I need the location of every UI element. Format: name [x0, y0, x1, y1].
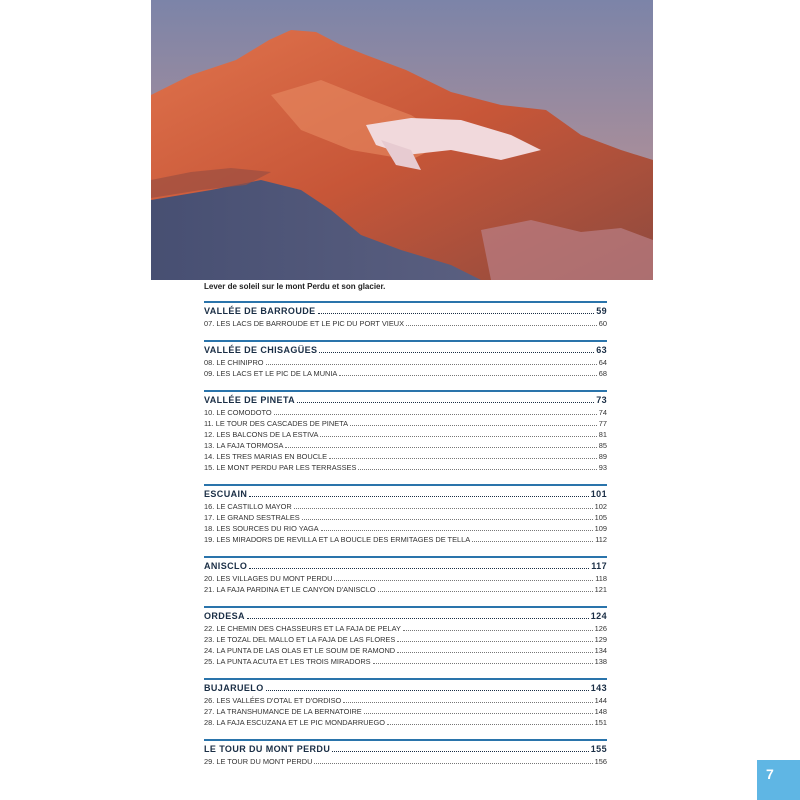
- toc-entry[interactable]: [204, 501, 607, 512]
- toc-entry[interactable]: [204, 756, 607, 767]
- toc-section: [204, 678, 607, 728]
- leader-dots: [406, 324, 597, 326]
- entry-title: 17. LE GRAND SESTRALES: [204, 513, 300, 522]
- leader-dots: [249, 567, 589, 569]
- entry-title: 24. LA PUNTA DE LAS OLAS ET LE SOUM DE RAMOND: [204, 646, 396, 655]
- toc-entry[interactable]: [204, 418, 607, 429]
- toc-entry[interactable]: [204, 717, 607, 728]
- toc-entry[interactable]: [204, 623, 607, 634]
- entry-title: 21. LA FAJA PARDINA ET LE CANYON D'ANISCLO: [204, 585, 376, 594]
- entry-title: 20. LES VILLAGES DU MONT PERDU: [204, 574, 333, 583]
- entry-page: 77: [598, 419, 607, 428]
- leader-dots: [294, 507, 593, 509]
- section-page: 63: [596, 345, 607, 355]
- toc-entry[interactable]: [204, 645, 607, 656]
- toc-entry[interactable]: [204, 706, 607, 717]
- entry-page: 85: [598, 441, 607, 450]
- section-heading[interactable]: [204, 682, 607, 695]
- toc-entry[interactable]: [204, 451, 607, 462]
- leader-dots: [314, 762, 592, 764]
- section-title: VALLÉE DE PINETA: [204, 395, 296, 405]
- section-page: 124: [590, 611, 607, 621]
- leader-dots: [364, 712, 593, 714]
- leader-dots: [387, 723, 593, 725]
- entry-title: 25. LA PUNTA ACUTA ET LES TROIS MIRADORS: [204, 657, 371, 666]
- entry-page: 118: [595, 574, 607, 583]
- entry-page: 64: [598, 358, 607, 367]
- toc-entry[interactable]: [204, 695, 607, 706]
- entry-page: 151: [594, 718, 607, 727]
- section-page: 143: [590, 683, 607, 693]
- leader-dots: [266, 689, 589, 691]
- section-title: ORDESA: [204, 611, 245, 621]
- section-page: 101: [590, 489, 607, 499]
- entry-page: 74: [598, 408, 607, 417]
- leader-dots: [285, 446, 596, 448]
- entry-page: 89: [598, 452, 607, 461]
- entry-page: 138: [594, 657, 607, 666]
- entry-title: 27. LA TRANSHUMANCE DE LA BERNATOIRE: [204, 707, 362, 716]
- toc-entry[interactable]: [204, 357, 607, 368]
- entry-title: 26. LES VALLÉES D'OTAL ET D'ORDISO: [204, 696, 342, 705]
- leader-dots: [339, 374, 596, 376]
- entry-title: 15. LE MONT PERDU PAR LES TERRASSES: [204, 463, 357, 472]
- entry-title: 29. LE TOUR DU MONT PERDU: [204, 757, 313, 766]
- toc-entry[interactable]: [204, 534, 607, 545]
- section-page: 117: [591, 561, 607, 571]
- leader-dots: [247, 617, 589, 619]
- leader-dots: [321, 529, 593, 531]
- section-heading[interactable]: [204, 610, 607, 623]
- section-heading[interactable]: [204, 743, 607, 756]
- entry-title: 12. LES BALCONS DE LA ESTIVA: [204, 430, 319, 439]
- book-page: [151, 0, 774, 800]
- section-page: 73: [596, 395, 607, 405]
- toc-entry[interactable]: [204, 512, 607, 523]
- entry-title: 23. LE TOZAL DEL MALLO ET LA FAJA DE LAS FLORES: [204, 635, 396, 644]
- entry-title: 07. LES LACS DE BARROUDE ET LE PIC DU PORT VIEUX: [204, 319, 405, 328]
- toc-entry[interactable]: [204, 656, 607, 667]
- section-title: VALLÉE DE BARROUDE: [204, 306, 316, 316]
- toc-section: [204, 739, 607, 767]
- section-page: 59: [596, 306, 607, 316]
- page-number: 7: [757, 760, 800, 800]
- entry-title: 18. LES SOURCES DU RIO YAGA: [204, 524, 319, 533]
- mountain-photo: [151, 0, 653, 280]
- entry-page: 129: [594, 635, 607, 644]
- toc-entry[interactable]: [204, 523, 607, 534]
- section-title: BUJARUELO: [204, 683, 264, 693]
- entry-title: 14. LES TRES MARIAS EN BOUCLE: [204, 452, 328, 461]
- section-heading[interactable]: [204, 488, 607, 501]
- leader-dots: [302, 518, 593, 520]
- leader-dots: [334, 579, 593, 581]
- toc-section: [204, 340, 607, 379]
- toc-entry[interactable]: [204, 318, 607, 329]
- section-title: LE TOUR DU MONT PERDU: [204, 744, 331, 754]
- entry-title: 13. LA FAJA TORMOSA: [204, 441, 284, 450]
- section-title: VALLÉE DE CHISAGÜES: [204, 345, 318, 355]
- toc-section: [204, 301, 607, 329]
- entry-page: 81: [598, 430, 607, 439]
- toc-section: [204, 556, 607, 595]
- leader-dots: [358, 468, 596, 470]
- section-heading[interactable]: [204, 560, 607, 573]
- entry-title: 11. LE TOUR DES CASCADES DE PINETA: [204, 419, 349, 428]
- leader-dots: [397, 640, 592, 642]
- leader-dots: [343, 701, 592, 703]
- entry-page: 112: [595, 535, 607, 544]
- entry-title: 16. LE CASTILLO MAYOR: [204, 502, 292, 511]
- toc-section: [204, 606, 607, 667]
- entry-page: 148: [594, 707, 607, 716]
- entry-title: 09. LES LACS ET LE PIC DE LA MUNIA: [204, 369, 338, 378]
- toc-entry[interactable]: [204, 407, 607, 418]
- toc-entry[interactable]: [204, 368, 607, 379]
- entry-title: 28. LA FAJA ESCUZANA ET LE PIC MONDARRUEGO: [204, 718, 385, 727]
- toc-entry[interactable]: [204, 462, 607, 473]
- leader-dots: [249, 495, 588, 497]
- toc-entry[interactable]: [204, 440, 607, 451]
- toc-entry[interactable]: [204, 573, 607, 584]
- section-heading[interactable]: [204, 344, 607, 357]
- leader-dots: [378, 590, 593, 592]
- toc-entry[interactable]: [204, 634, 607, 645]
- section-page: 155: [590, 744, 607, 754]
- entry-page: 68: [598, 369, 607, 378]
- section-title: ANISCLO: [204, 561, 248, 571]
- leader-dots: [297, 401, 594, 403]
- entry-page: 126: [594, 624, 607, 633]
- entry-page: 102: [594, 502, 607, 511]
- toc-entry[interactable]: [204, 429, 607, 440]
- leader-dots: [397, 651, 593, 653]
- entry-page: 60: [598, 319, 607, 328]
- leader-dots: [472, 540, 593, 542]
- section-heading[interactable]: [204, 305, 607, 318]
- leader-dots: [319, 351, 594, 353]
- leader-dots: [403, 629, 593, 631]
- table-of-contents: [204, 301, 607, 778]
- entry-page: 156: [594, 757, 607, 766]
- entry-page: 93: [598, 463, 607, 472]
- toc-entry[interactable]: [204, 584, 607, 595]
- toc-section: [204, 390, 607, 473]
- entry-page: 109: [594, 524, 607, 533]
- entry-page: 121: [594, 585, 607, 594]
- entry-title: 08. LE CHINIPRO: [204, 358, 264, 367]
- leader-dots: [266, 363, 597, 365]
- section-heading[interactable]: [204, 394, 607, 407]
- entry-page: 144: [594, 696, 607, 705]
- leader-dots: [329, 457, 597, 459]
- entry-page: 134: [594, 646, 607, 655]
- section-title: ESCUAIN: [204, 489, 248, 499]
- entry-title: 22. LE CHEMIN DES CHASSEURS ET LA FAJA DE PELAY: [204, 624, 401, 633]
- entry-title: 10. LE COMODOTO: [204, 408, 272, 417]
- leader-dots: [318, 312, 595, 314]
- toc-section: [204, 484, 607, 545]
- leader-dots: [274, 413, 597, 415]
- entry-page: 105: [594, 513, 607, 522]
- entry-title: 19. LES MIRADORS DE REVILLA ET LA BOUCLE DES ERMITAGES DE TELLA: [204, 535, 471, 544]
- leader-dots: [332, 750, 589, 752]
- photo-caption: Lever de soleil sur le mont Perdu et son glacier.: [204, 282, 386, 291]
- leader-dots: [350, 424, 597, 426]
- leader-dots: [320, 435, 596, 437]
- leader-dots: [373, 662, 593, 664]
